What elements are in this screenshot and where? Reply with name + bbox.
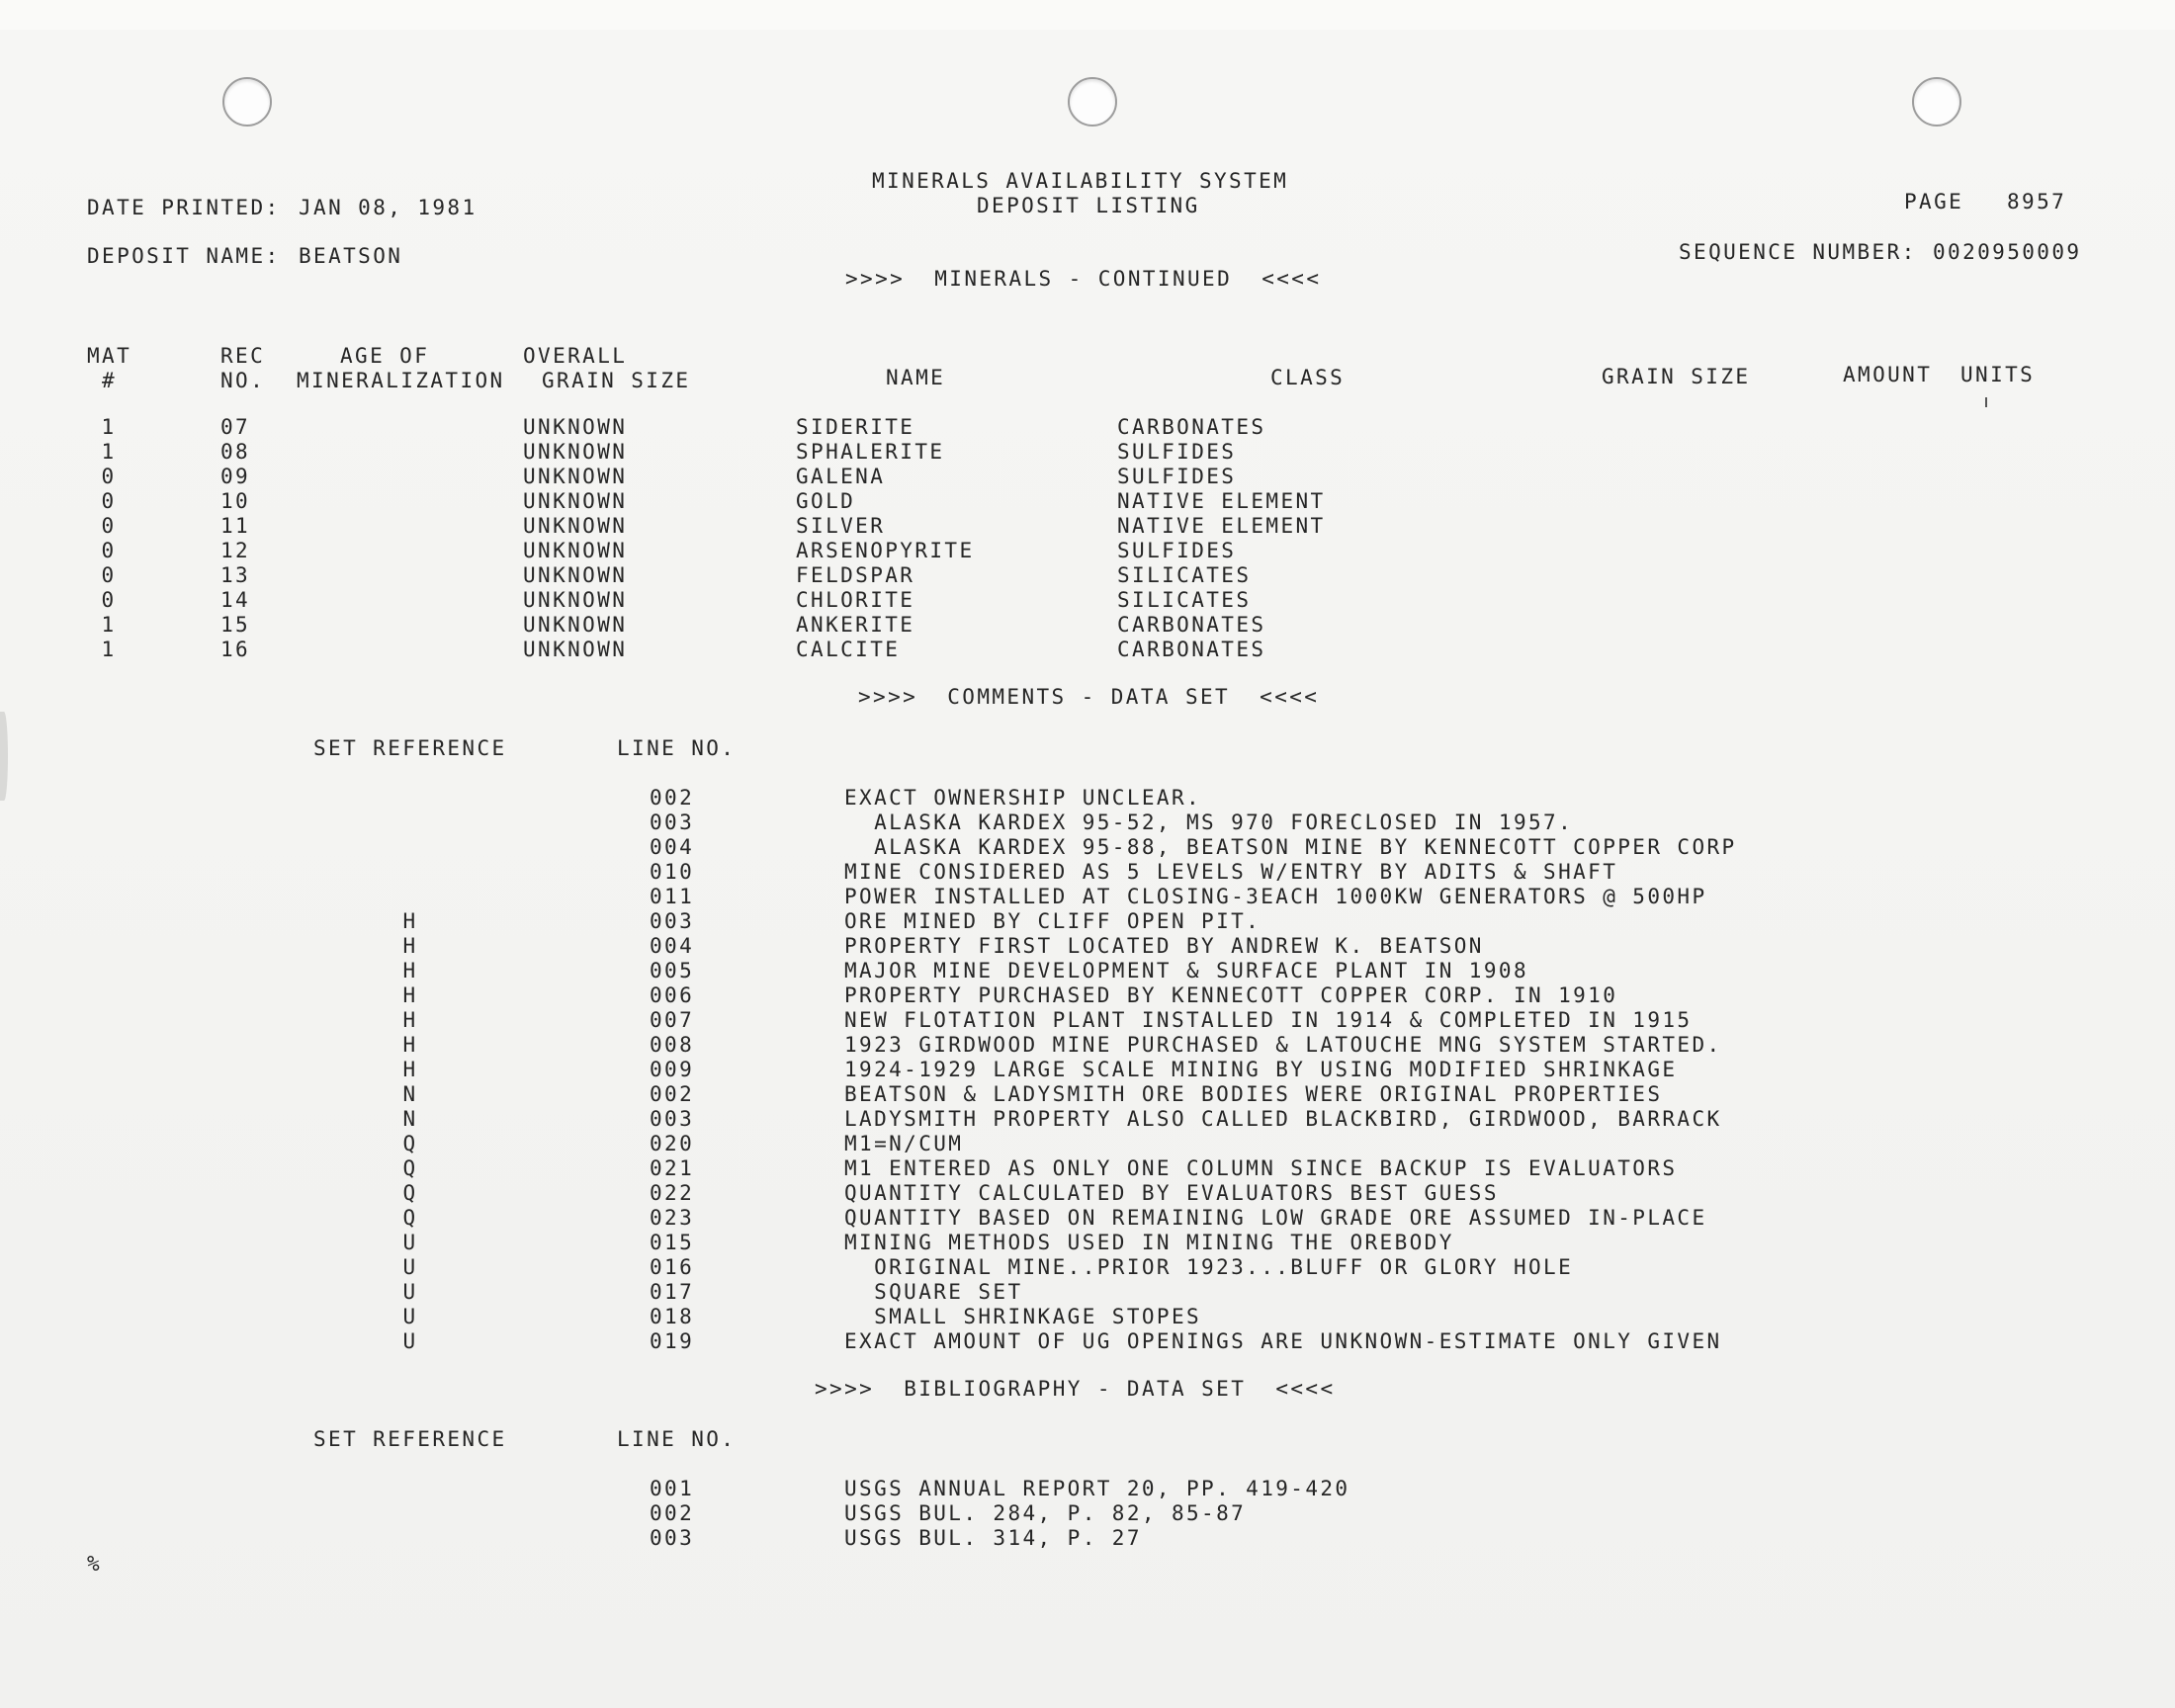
- comment-text-cell: M1 ENTERED AS ONLY ONE COLUMN SINCE BACKUP IS EVALUATORS: [844, 1156, 1678, 1180]
- comment-text-cell: PROPERTY PURCHASED BY KENNECOTT COPPER CORP. IN 1910: [844, 983, 1618, 1007]
- mineral-rec-cell: 13: [220, 563, 251, 587]
- comment-line-cell: 009: [650, 1058, 695, 1081]
- mineral-rec-cell: 08: [220, 440, 251, 464]
- mineral-rec-cell: 07: [220, 415, 251, 439]
- bibliography-line-no-header: LINE NO.: [617, 1427, 737, 1451]
- mineral-grain-cell: UNKNOWN: [523, 588, 628, 612]
- deposit-name-value: BEATSON: [299, 244, 403, 268]
- mineral-name-cell: FELDSPAR: [796, 563, 915, 587]
- comment-line-cell: 011: [650, 885, 695, 908]
- comments-line-no-header: LINE NO.: [617, 736, 737, 760]
- mineral-rec-cell: 14: [220, 588, 251, 612]
- bibliography-line-cell: 001: [650, 1477, 695, 1500]
- comment-text-cell: M1=N/CUM: [844, 1132, 964, 1155]
- comment-text-cell: EXACT OWNERSHIP UNCLEAR.: [844, 786, 1202, 810]
- comment-ref-cell: H: [402, 959, 418, 982]
- minerals-grain-column: [523, 415, 627, 662]
- comment-text-cell: PROPERTY FIRST LOCATED BY ANDREW K. BEATSON: [844, 934, 1484, 958]
- comment-line-cell: 003: [650, 811, 695, 834]
- mineral-class-cell: NATIVE ELEMENT: [1117, 514, 1326, 538]
- mineral-name-cell: ARSENOPYRITE: [796, 539, 975, 562]
- comment-ref-cell: U: [402, 1305, 418, 1328]
- comment-text-cell: MAJOR MINE DEVELOPMENT & SURFACE PLANT IN 1908: [844, 959, 1528, 982]
- mineral-mat-cell: 1: [101, 638, 117, 661]
- mineral-grain-cell: UNKNOWN: [523, 440, 628, 464]
- comment-text-cell: EXACT AMOUNT OF UG OPENINGS ARE UNKNOWN-ESTIMATE ONLY GIVEN: [844, 1329, 1722, 1353]
- mineral-name-cell: GOLD: [796, 489, 856, 513]
- page-number: 8957: [2007, 190, 2067, 214]
- comments-text-column: [844, 786, 1737, 1354]
- comment-line-cell: 022: [650, 1181, 695, 1205]
- comment-line-cell: 018: [650, 1305, 695, 1328]
- punch-hole-center: [1068, 77, 1117, 127]
- mineral-class-cell: CARBONATES: [1117, 415, 1266, 439]
- header-name: NAME: [886, 366, 946, 389]
- comment-ref-cell: Q: [402, 1206, 418, 1230]
- header-mat: MAT: [87, 344, 132, 368]
- mineral-name-cell: CALCITE: [796, 638, 901, 661]
- comment-text-cell: LADYSMITH PROPERTY ALSO CALLED BLACKBIRD, GIRDWOOD, BARRACK: [844, 1107, 1722, 1131]
- mineral-name-cell: SIDERITE: [796, 415, 915, 439]
- page-label: PAGE: [1904, 190, 1964, 214]
- mineral-name-cell: ANKERITE: [796, 613, 915, 637]
- comment-text-cell: BEATSON & LADYSMITH ORE BODIES WERE ORIGINAL PROPERTIES: [844, 1082, 1663, 1106]
- minerals-class-column: [1117, 415, 1326, 662]
- comment-text-cell: 1923 GIRDWOOD MINE PURCHASED & LATOUCHE MNG SYSTEM STARTED.: [844, 1033, 1722, 1057]
- paper-edge-shadow: [0, 712, 8, 801]
- mineral-name-cell: CHLORITE: [796, 588, 915, 612]
- comment-line-cell: 006: [650, 983, 695, 1007]
- comment-ref-cell: [391, 811, 430, 835]
- header-overall-grain-size: GRAIN SIZE: [542, 369, 691, 392]
- minerals-name-column: [796, 415, 975, 662]
- comment-ref-cell: H: [402, 909, 418, 933]
- comment-ref-cell: U: [402, 1329, 418, 1353]
- comment-line-cell: 023: [650, 1206, 695, 1230]
- comment-line-cell: 019: [650, 1329, 695, 1353]
- bibliography-line-cell: 002: [650, 1501, 695, 1525]
- bibliography-text-cell: USGS BUL. 314, P. 27: [844, 1526, 1142, 1550]
- mineral-grain-cell: UNKNOWN: [523, 514, 628, 538]
- mineral-name-cell: GALENA: [796, 465, 886, 488]
- mineral-class-cell: SULFIDES: [1117, 465, 1237, 488]
- mineral-mat-cell: 1: [101, 415, 117, 439]
- comment-text-cell: QUANTITY BASED ON REMAINING LOW GRADE ORE ASSUMED IN-PLACE: [844, 1206, 1707, 1230]
- minerals-section-title: >>>> MINERALS - CONTINUED <<<<: [845, 267, 1322, 291]
- comment-text-cell: POWER INSTALLED AT CLOSING-3EACH 1000KW GENERATORS @ 500HP: [844, 885, 1707, 908]
- comment-ref-cell: U: [402, 1231, 418, 1254]
- mineral-class-cell: SULFIDES: [1117, 539, 1237, 562]
- mineral-class-cell: SILICATES: [1117, 588, 1252, 612]
- mineral-rec-cell: 16: [220, 638, 251, 661]
- comment-line-cell: 005: [650, 959, 695, 982]
- comment-line-cell: 002: [650, 786, 695, 810]
- header-rec-no: NO.: [220, 369, 266, 392]
- paper-top-edge: [0, 0, 2175, 30]
- header-units: UNITS: [1960, 363, 2036, 386]
- date-printed-label: DATE PRINTED:: [87, 196, 281, 219]
- mineral-class-cell: SILICATES: [1117, 563, 1252, 587]
- comments-set-reference-header: SET REFERENCE: [313, 736, 507, 760]
- punch-hole-right: [1912, 77, 1961, 127]
- units-tick-mark: [1985, 397, 1987, 407]
- comment-line-cell: 020: [650, 1132, 695, 1155]
- mineral-name-cell: SILVER: [796, 514, 886, 538]
- comment-ref-cell: N: [402, 1082, 418, 1106]
- header-mat-number: #: [102, 369, 118, 392]
- mineral-rec-cell: 12: [220, 539, 251, 562]
- comment-ref-cell: [391, 860, 430, 885]
- bibliography-line-cell: 003: [650, 1526, 695, 1550]
- mineral-class-cell: CARBONATES: [1117, 613, 1266, 637]
- mineral-mat-cell: 0: [101, 588, 117, 612]
- comment-ref-cell: Q: [402, 1132, 418, 1155]
- comment-line-cell: 021: [650, 1156, 695, 1180]
- comment-ref-cell: H: [402, 1058, 418, 1081]
- mineral-class-cell: CARBONATES: [1117, 638, 1266, 661]
- header-rec: REC: [220, 344, 266, 368]
- comment-line-cell: 008: [650, 1033, 695, 1057]
- comment-text-cell: ORE MINED BY CLIFF OPEN PIT.: [844, 909, 1262, 933]
- mineral-mat-cell: 0: [101, 489, 117, 513]
- date-printed-value: JAN 08, 1981: [299, 196, 478, 219]
- comment-text-cell: ALASKA KARDEX 95-52, MS 970 FORECLOSED IN 1957.: [844, 811, 1574, 834]
- comment-ref-cell: H: [402, 1033, 418, 1057]
- comment-line-cell: 007: [650, 1008, 695, 1032]
- bibliography-set-reference-header: SET REFERENCE: [313, 1427, 507, 1451]
- mineral-mat-cell: 0: [101, 563, 117, 587]
- header-overall: OVERALL: [523, 344, 628, 368]
- bibliography-line-column: [650, 1477, 694, 1551]
- bibliography-section-title: >>>> BIBLIOGRAPHY - DATA SET <<<<: [815, 1377, 1336, 1401]
- mineral-grain-cell: UNKNOWN: [523, 415, 628, 439]
- mineral-rec-cell: 11: [220, 514, 251, 538]
- mineral-grain-cell: UNKNOWN: [523, 489, 628, 513]
- comment-text-cell: ALASKA KARDEX 95-88, BEATSON MINE BY KENNECOTT COPPER CORP: [844, 835, 1737, 859]
- comment-ref-cell: [391, 835, 430, 860]
- mineral-mat-cell: 0: [101, 465, 117, 488]
- comment-line-cell: 003: [650, 1107, 695, 1131]
- comment-line-cell: 017: [650, 1280, 695, 1304]
- comment-ref-cell: H: [402, 983, 418, 1007]
- comment-text-cell: MINING METHODS USED IN MINING THE OREBODY: [844, 1231, 1454, 1254]
- mineral-mat-cell: 1: [101, 613, 117, 637]
- bibliography-text-cell: USGS ANNUAL REPORT 20, PP. 419-420: [844, 1477, 1350, 1500]
- comment-ref-cell: N: [402, 1107, 418, 1131]
- mineral-mat-cell: 1: [101, 440, 117, 464]
- mineral-grain-cell: UNKNOWN: [523, 613, 628, 637]
- comment-text-cell: NEW FLOTATION PLANT INSTALLED IN 1914 & COMPLETED IN 1915: [844, 1008, 1693, 1032]
- comment-ref-cell: Q: [402, 1156, 418, 1180]
- mineral-mat-cell: 0: [101, 514, 117, 538]
- punch-hole-left: [222, 77, 272, 127]
- header-mineralization: MINERALIZATION: [297, 369, 505, 392]
- comment-line-cell: 010: [650, 860, 695, 884]
- comment-ref-cell: Q: [402, 1181, 418, 1205]
- comment-ref-cell: H: [402, 934, 418, 958]
- comments-ref-column: [391, 786, 430, 1354]
- minerals-mat-column: [89, 415, 129, 662]
- comment-line-cell: 016: [650, 1255, 695, 1279]
- mineral-grain-cell: UNKNOWN: [523, 539, 628, 562]
- mineral-grain-cell: UNKNOWN: [523, 563, 628, 587]
- header-class: CLASS: [1270, 366, 1346, 389]
- comment-text-cell: MINE CONSIDERED AS 5 LEVELS W/ENTRY BY ADITS & SHAFT: [844, 860, 1618, 884]
- system-title: MINERALS AVAILABILITY SYSTEM: [872, 169, 1289, 193]
- comment-line-cell: 002: [650, 1082, 695, 1106]
- mineral-class-cell: SULFIDES: [1117, 440, 1237, 464]
- footer-mark: %: [87, 1552, 103, 1576]
- header-amount: AMOUNT: [1843, 363, 1933, 386]
- mineral-class-cell: NATIVE ELEMENT: [1117, 489, 1326, 513]
- comments-line-column: [650, 786, 694, 1354]
- mineral-rec-cell: 15: [220, 613, 251, 637]
- header-age-of: AGE OF: [340, 344, 430, 368]
- comment-text-cell: SQUARE SET: [844, 1280, 1023, 1304]
- comment-line-cell: 015: [650, 1231, 695, 1254]
- deposit-name-label: DEPOSIT NAME:: [87, 244, 281, 268]
- sequence-number-value: 0020950009: [1933, 240, 2082, 264]
- comments-section-title: >>>> COMMENTS - DATA SET <<<<: [858, 685, 1320, 709]
- sequence-number-label: SEQUENCE NUMBER:: [1679, 240, 1917, 264]
- comment-ref-cell: U: [402, 1255, 418, 1279]
- bibliography-text-column: [844, 1477, 1349, 1551]
- comment-ref-cell: U: [402, 1280, 418, 1304]
- comment-ref-cell: [391, 885, 430, 909]
- mineral-grain-cell: UNKNOWN: [523, 465, 628, 488]
- mineral-rec-cell: 10: [220, 489, 251, 513]
- mineral-rec-cell: 09: [220, 465, 251, 488]
- mineral-mat-cell: 0: [101, 539, 117, 562]
- comment-text-cell: QUANTITY CALCULATED BY EVALUATORS BEST GUESS: [844, 1181, 1499, 1205]
- mineral-grain-cell: UNKNOWN: [523, 638, 628, 661]
- comment-ref-cell: [391, 786, 430, 811]
- header-grain-size: GRAIN SIZE: [1602, 365, 1751, 388]
- listing-title: DEPOSIT LISTING: [977, 194, 1200, 217]
- comment-text-cell: SMALL SHRINKAGE STOPES: [844, 1305, 1202, 1328]
- comment-ref-cell: H: [402, 1008, 418, 1032]
- comment-line-cell: 004: [650, 934, 695, 958]
- minerals-rec-column: [220, 415, 250, 662]
- comment-line-cell: 004: [650, 835, 695, 859]
- comment-text-cell: ORIGINAL MINE..PRIOR 1923...BLUFF OR GLORY HOLE: [844, 1255, 1574, 1279]
- bibliography-text-cell: USGS BUL. 284, P. 82, 85-87: [844, 1501, 1247, 1525]
- comment-line-cell: 003: [650, 909, 695, 933]
- mineral-name-cell: SPHALERITE: [796, 440, 945, 464]
- comment-text-cell: 1924-1929 LARGE SCALE MINING BY USING MODIFIED SHRINKAGE: [844, 1058, 1678, 1081]
